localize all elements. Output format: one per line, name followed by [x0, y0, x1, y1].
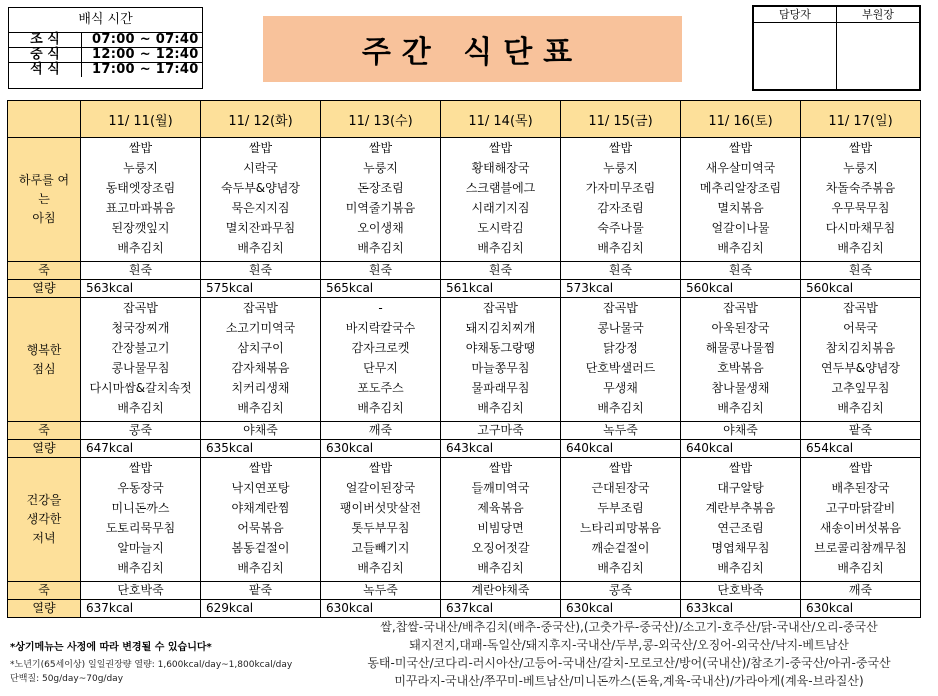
menu-item: 해물콩나물찜 [705, 341, 776, 355]
menu-item: 팽이버섯맛살전 [339, 501, 422, 515]
menu-item: 연두부&양념장 [821, 361, 900, 375]
dinner-menu-cell [441, 458, 561, 582]
meal-time-title: 배식 시간 [9, 8, 202, 33]
menu-item: 쌀밥 [488, 141, 513, 155]
menu-item: 감자조림 [597, 201, 644, 215]
menu-item: 마늘쫑무침 [471, 361, 530, 375]
menu-item: 메추리알장조림 [699, 181, 782, 195]
menu-item: 표고마파볶음 [105, 201, 176, 215]
menu-item: 감자채볶음 [231, 361, 290, 375]
menu-item: 단호박샐러드 [585, 361, 656, 375]
kcal-cell: 573kcal [561, 280, 681, 298]
menu-item: 고들빼기지 [351, 541, 410, 555]
menu-item: 돈장조림 [357, 181, 404, 195]
menu-item: 배추김치 [477, 561, 524, 575]
menu-item: 잡곡밥 [123, 301, 158, 315]
change-notice: *상기메뉴는 사정에 따라 변경될 수 있습니다* [10, 642, 212, 653]
menu-item: 배추김치 [117, 401, 164, 415]
lunch-label: 행복한 점심 [8, 298, 81, 422]
menu-item: 물파래무침 [471, 381, 530, 395]
breakfast-porridge-row [8, 262, 921, 280]
kcal-cell: 563kcal [81, 280, 201, 298]
lunch-porridge-row [8, 422, 921, 440]
menu-item: 두부조림 [597, 501, 644, 515]
porridge-label: 죽 [8, 422, 81, 440]
dinner-menu-row [8, 458, 921, 582]
day-header: 11/ 13(수) [321, 101, 441, 138]
lunch-kcal-row [8, 440, 921, 458]
kcal-cell: 630kcal [321, 440, 441, 458]
menu-item: 쌀밥 [728, 141, 753, 155]
dinner-menu-cell [81, 458, 201, 582]
menu-item: 알마늘지 [117, 541, 164, 555]
menu-item: 배추김치 [477, 241, 524, 255]
menu-item: 배추김치 [357, 561, 404, 575]
menu-item: 쌀밥 [488, 461, 513, 475]
menu-item: 누룽지 [603, 161, 638, 175]
menu-item: 콩나물무침 [111, 361, 170, 375]
dinner-label: 건강을 생각한 저녁 [8, 458, 81, 582]
dinner-menu-cell [321, 458, 441, 582]
kcal-cell: 647kcal [81, 440, 201, 458]
origin-line: 미꾸라지-국내산/쭈꾸미-베트남산/미니돈까스(돈육,계육-국내산)/가라아게(계육-브라질산) [394, 674, 864, 688]
menu-item: 바지락칼국수 [345, 321, 416, 335]
porridge-cell: 흰죽 [441, 262, 561, 280]
meal-time: 17:00 ~ 17:40 [92, 62, 199, 77]
menu-item: 잡곡밥 [483, 301, 518, 315]
menu-item: 잡곡밥 [603, 301, 638, 315]
breakfast-menu-cell [681, 138, 801, 262]
porridge-cell: 녹두죽 [561, 422, 681, 440]
kcal-label: 열량 [8, 440, 81, 458]
menu-item: 잡곡밥 [723, 301, 758, 315]
menu-item: 감자크로켓 [351, 341, 410, 355]
dinner-menu-cell [801, 458, 921, 582]
menu-item: 묵은지지짐 [231, 201, 290, 215]
lunch-menu-row [8, 298, 921, 422]
menu-item: 배추김치 [597, 241, 644, 255]
menu-item: 배추김치 [357, 401, 404, 415]
meal-name: 석 식 [9, 63, 82, 77]
menu-item: 누룽지 [843, 161, 878, 175]
dinner-menu-cell [681, 458, 801, 582]
menu-item: 쌀밥 [128, 461, 153, 475]
kcal-cell: 575kcal [201, 280, 321, 298]
corner-cell [8, 101, 81, 138]
breakfast-menu-row [8, 138, 921, 262]
menu-item: 낙지연포탕 [231, 481, 290, 495]
menu-item: 배추김치 [237, 401, 284, 415]
nutrition-guide [10, 658, 292, 686]
menu-item: 간장불고기 [111, 341, 170, 355]
menu-item: 대구알탕 [717, 481, 764, 495]
menu-item: 배추김치 [237, 561, 284, 575]
porridge-label: 죽 [8, 582, 81, 600]
approval-manager-label: 담당자 [754, 7, 837, 23]
menu-item: 연근조림 [717, 521, 764, 535]
menu-item: 미역줄기볶음 [345, 201, 416, 215]
menu-item: 스크램블에그 [465, 181, 536, 195]
breakfast-menu-cell [561, 138, 681, 262]
day-header-row [8, 101, 921, 138]
kcal-cell: 637kcal [441, 600, 561, 618]
meal-time: 07:00 ~ 07:40 [92, 32, 199, 47]
menu-item: 배추김치 [837, 401, 884, 415]
porridge-cell: 콩죽 [81, 422, 201, 440]
menu-item: 쌀밥 [608, 141, 633, 155]
meal-time: 12:00 ~ 12:40 [92, 47, 199, 62]
menu-item: 도토리묵무침 [105, 521, 176, 535]
menu-item: 쌀밥 [248, 461, 273, 475]
menu-item: 시락국 [243, 161, 278, 175]
menu-item: 잡곡밥 [243, 301, 278, 315]
kcal-cell: 561kcal [441, 280, 561, 298]
meal-name: 중 식 [9, 48, 82, 62]
menu-item: 배추김치 [477, 401, 524, 415]
protein-guide: 단백질: 50g/day~70g/day [10, 674, 124, 684]
menu-item: 차돌숙주볶음 [825, 181, 896, 195]
day-header: 11/ 11(월) [81, 101, 201, 138]
menu-item: 배추김치 [117, 241, 164, 255]
porridge-cell: 야채죽 [681, 422, 801, 440]
menu-item: 배추김치 [357, 241, 404, 255]
kcal-label: 열량 [8, 600, 81, 618]
menu-item: 배추김치 [597, 561, 644, 575]
lunch-menu-cell [681, 298, 801, 422]
menu-item: 된장깻잎지 [111, 221, 170, 235]
porridge-cell: 깨죽 [321, 422, 441, 440]
meal-name: 조 식 [9, 33, 82, 47]
porridge-cell: 흰죽 [801, 262, 921, 280]
approval-manager-signature[interactable] [754, 23, 837, 90]
menu-item: 쌀밥 [848, 141, 873, 155]
menu-item: 가자미무조림 [585, 181, 656, 195]
porridge-label: 죽 [8, 262, 81, 280]
dinner-kcal-row [8, 600, 921, 618]
breakfast-label: 하루를 여 는 아침 [8, 138, 81, 262]
menu-item: 치커리생채 [231, 381, 290, 395]
lunch-menu-cell [81, 298, 201, 422]
menu-item: 청국장찌개 [111, 321, 170, 335]
kcal-cell: 640kcal [681, 440, 801, 458]
breakfast-menu-cell [321, 138, 441, 262]
menu-item: 배추김치 [237, 241, 284, 255]
day-header: 11/ 16(토) [681, 101, 801, 138]
menu-item: 야채동그랑땡 [465, 341, 536, 355]
menu-item: 참치김치볶음 [825, 341, 896, 355]
elder-kcal-guide: *노년기(65세이상) 일일권장량 열량: 1,600kcal/day~1,800kcal/day [10, 660, 293, 670]
kcal-cell: 560kcal [801, 280, 921, 298]
lunch-menu-cell [801, 298, 921, 422]
menu-item: 미니돈까스 [111, 501, 170, 515]
porridge-cell: 흰죽 [201, 262, 321, 280]
menu-item: 근대된장국 [591, 481, 650, 495]
menu-item: 제육볶음 [477, 501, 524, 515]
menu-item: 쌀밥 [728, 461, 753, 475]
menu-item: 배추된장국 [831, 481, 890, 495]
meal-time-box [8, 7, 203, 89]
kcal-cell: 643kcal [441, 440, 561, 458]
menu-item: 우동장국 [117, 481, 164, 495]
menu-item: 다시마채무침 [825, 221, 896, 235]
menu-item: 들깨미역국 [471, 481, 530, 495]
day-header: 11/ 17(일) [801, 101, 921, 138]
menu-item: 배추김치 [837, 241, 884, 255]
porridge-cell: 계란야채죽 [441, 582, 561, 600]
menu-item: 단무지 [363, 361, 398, 375]
kcal-cell: 629kcal [201, 600, 321, 618]
approval-box [752, 5, 921, 91]
menu-item: 다시마쌈&갈치속젓 [89, 381, 192, 395]
breakfast-kcal-row [8, 280, 921, 298]
porridge-cell: 콩죽 [561, 582, 681, 600]
menu-item: 쌀밥 [608, 461, 633, 475]
kcal-cell: 637kcal [81, 600, 201, 618]
menu-item: 누룽지 [363, 161, 398, 175]
porridge-cell: 고구마죽 [441, 422, 561, 440]
approval-director-signature[interactable] [837, 23, 920, 90]
dinner-menu-cell [561, 458, 681, 582]
menu-item: 고구마닭갈비 [825, 501, 896, 515]
menu-item: 계란부추볶음 [705, 501, 776, 515]
lunch-menu-cell [561, 298, 681, 422]
menu-item: 명엽채무침 [711, 541, 770, 555]
menu-item: 소고기미역국 [225, 321, 296, 335]
lunch-menu-cell [201, 298, 321, 422]
breakfast-menu-cell [201, 138, 321, 262]
menu-item: 배추김치 [717, 561, 764, 575]
menu-item: 쌀밥 [848, 461, 873, 475]
day-header: 11/ 12(화) [201, 101, 321, 138]
kcal-cell: 654kcal [801, 440, 921, 458]
menu-item: 잡곡밥 [843, 301, 878, 315]
menu-item: 누룽지 [123, 161, 158, 175]
menu-item: 멸치볶음 [717, 201, 764, 215]
meal-time-row [9, 63, 202, 77]
dinner-porridge-row [8, 582, 921, 600]
menu-item: 얼갈이된장국 [345, 481, 416, 495]
porridge-cell: 팥죽 [201, 582, 321, 600]
menu-item: 쌀밥 [128, 141, 153, 155]
origin-info [318, 618, 938, 690]
kcal-label: 열량 [8, 280, 81, 298]
menu-item: 어묵볶음 [237, 521, 284, 535]
lunch-menu-cell [321, 298, 441, 422]
breakfast-menu-cell [81, 138, 201, 262]
porridge-cell: 흰죽 [681, 262, 801, 280]
menu-item: 새우살미역국 [705, 161, 776, 175]
porridge-cell: 흰죽 [561, 262, 681, 280]
weekly-menu-table [7, 100, 921, 618]
menu-item: 비빔당면 [477, 521, 524, 535]
day-header: 11/ 14(목) [441, 101, 561, 138]
breakfast-menu-cell [441, 138, 561, 262]
menu-item: 새송이버섯볶음 [819, 521, 902, 535]
menu-item: 오징어젓갈 [471, 541, 530, 555]
kcal-cell: 560kcal [681, 280, 801, 298]
menu-item: 브로콜리참깨무침 [814, 541, 907, 555]
menu-item: 참나물생채 [711, 381, 770, 395]
kcal-cell: 630kcal [561, 600, 681, 618]
menu-item: 아욱된장국 [711, 321, 770, 335]
kcal-cell: 640kcal [561, 440, 681, 458]
menu-item: 배추김치 [597, 401, 644, 415]
menu-item: 쌀밥 [368, 461, 393, 475]
kcal-cell: 630kcal [801, 600, 921, 618]
menu-item: 시래기지짐 [471, 201, 530, 215]
approval-director-label: 부원장 [837, 7, 920, 23]
page-title: 주간 식단표 [263, 16, 682, 82]
origin-line: 돼지전지,대패-독일산/돼지후지-국내산/두부,콩-외국산/오징어-외국산/낙지-베트남산 [409, 638, 849, 652]
menu-item: 멸치잔파무침 [225, 221, 296, 235]
menu-item: 콩나물국 [597, 321, 644, 335]
menu-item: 배추김치 [717, 241, 764, 255]
menu-item: 도시락김 [477, 221, 524, 235]
menu-item: 오이생채 [357, 221, 404, 235]
menu-item: 봄동겉절이 [231, 541, 290, 555]
origin-line: 쌀,찹쌀-국내산/배추김치(배추-중국산),(고춧가루-중국산)/소고기-호주산/닭-국내산/오리-중국산 [380, 620, 878, 634]
menu-item: 고추잎무침 [831, 381, 890, 395]
menu-item: 호박볶음 [717, 361, 764, 375]
menu-item: 숙두부&양념장 [221, 181, 300, 195]
menu-item: 무생채 [603, 381, 638, 395]
menu-item: 어묵국 [843, 321, 878, 335]
menu-item: 깨순겉절이 [591, 541, 650, 555]
menu-item: 배추김치 [117, 561, 164, 575]
porridge-cell: 단호박죽 [681, 582, 801, 600]
menu-item: 야채계란찜 [231, 501, 290, 515]
porridge-cell: 녹두죽 [321, 582, 441, 600]
menu-item: - [378, 301, 383, 315]
menu-item: 쌀밥 [248, 141, 273, 155]
menu-item: 닭강정 [603, 341, 638, 355]
menu-item: 삼치구이 [237, 341, 284, 355]
menu-item: 톳두부무침 [351, 521, 410, 535]
lunch-menu-cell [441, 298, 561, 422]
porridge-cell: 깨죽 [801, 582, 921, 600]
breakfast-menu-cell [801, 138, 921, 262]
menu-item: 얼갈이나물 [711, 221, 770, 235]
menu-item: 숙주나물 [597, 221, 644, 235]
porridge-cell: 흰죽 [321, 262, 441, 280]
kcal-cell: 633kcal [681, 600, 801, 618]
kcal-cell: 635kcal [201, 440, 321, 458]
menu-item: 황태해장국 [471, 161, 530, 175]
menu-item: 배추김치 [717, 401, 764, 415]
meal-time-row [9, 48, 202, 63]
menu-item: 동태엣장조림 [105, 181, 176, 195]
porridge-cell: 단호박죽 [81, 582, 201, 600]
menu-item: 배추김치 [837, 561, 884, 575]
kcal-cell: 565kcal [321, 280, 441, 298]
meal-time-row [9, 33, 202, 48]
menu-item: 돼지김치찌개 [465, 321, 536, 335]
menu-item: 쌀밥 [368, 141, 393, 155]
dinner-menu-cell [201, 458, 321, 582]
day-header: 11/ 15(금) [561, 101, 681, 138]
porridge-cell: 팥죽 [801, 422, 921, 440]
menu-item: 포도주스 [357, 381, 404, 395]
origin-line: 동태-미국산/코다리-러시아산/고등어-국내산/갈치-모로코산/방어(국내산)/참조기-중국산/아귀-중국산 [367, 656, 891, 670]
kcal-cell: 630kcal [321, 600, 441, 618]
porridge-cell: 야채죽 [201, 422, 321, 440]
menu-item: 느타리피망볶음 [579, 521, 662, 535]
porridge-cell: 흰죽 [81, 262, 201, 280]
menu-item: 우무묵무침 [831, 201, 890, 215]
